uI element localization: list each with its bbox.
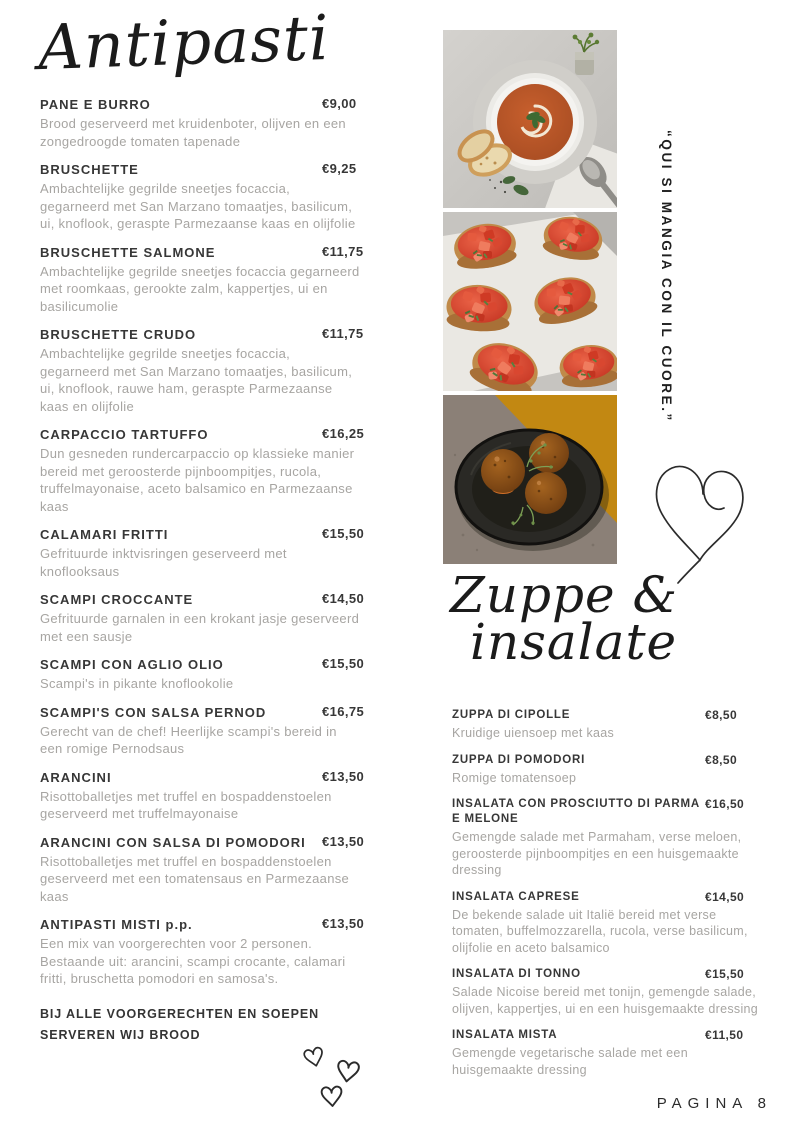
menu-item-arancini-con-salsa: [40, 833, 365, 906]
item-price: €8,50: [705, 708, 738, 722]
item-name: CARPACCIO TARTUFFO: [40, 427, 209, 442]
item-name: INSALATA MISTA: [452, 1029, 558, 1041]
bruschetta-photo: [443, 212, 617, 391]
item-description: Ambachtelijke gegrilde sneetjes focaccia, gegarneerd met San Marzano tomaatjes, basilicum, ui, knoflook, rauwe ham, geraspte Parmezaanse kaas en olijfolie: [40, 346, 353, 414]
item-price: €15,50: [322, 526, 365, 541]
item-name: ANTIPASTI MISTI p.p.: [40, 917, 193, 932]
menu-item-bruschette-salmone: [40, 243, 364, 316]
menu-item-insalata-caprese: [452, 890, 772, 957]
item-name: SCAMPI'S CON SALSA PERNOD: [40, 704, 267, 720]
item-name: ZUPPA DI CIPOLLE: [452, 709, 571, 721]
item-description: Gefrituurde inktvisringen geserveerd met knoflooksaus: [40, 546, 287, 579]
menu-item-insalata-mista: [452, 1028, 772, 1078]
item-name: INSALATA CAPRESE: [452, 890, 580, 903]
antipasti-list: [40, 96, 365, 1046]
menu-item-bruschette-crudo: [40, 326, 364, 415]
menu-item-zuppa-di-pomodori: [452, 753, 772, 787]
item-name: BRUSCHETTE: [40, 162, 139, 177]
item-description: Gemengde salade met Parmaham, verse meloen, geroosterde pijnboompitjes en een huisgemaakte dressing: [452, 830, 742, 877]
antipasti-heading: Antipasti: [36, 0, 331, 85]
item-price: €15,50: [705, 967, 745, 981]
item-name: BRUSCHETTE SALMONE: [40, 244, 216, 260]
item-price: €11,50: [705, 1028, 744, 1042]
item-description: Brood geserveerd met kruidenboter, olijven en een zongedroogde tomaten tapenade: [40, 116, 346, 149]
menu-item-pane-e-burro: [40, 96, 360, 150]
menu-item-arancini: [40, 768, 365, 823]
item-description: Romige tomatensoep: [452, 770, 577, 785]
zuppe-heading-line2: insalate: [470, 613, 678, 671]
item-price: €14,50: [705, 889, 745, 904]
item-name: INSALATA CON PROSCIUTTO DI PARMA E MELONE: [452, 798, 700, 825]
item-description: Kruidige uiensoep met kaas: [452, 726, 615, 740]
item-price: €16,25: [322, 426, 365, 441]
zuppe-heading: [450, 566, 678, 671]
item-price: €13,50: [322, 916, 365, 931]
item-name: INSALATA DI TONNO: [452, 968, 581, 980]
menu-item-zuppa-di-cipolle: [452, 708, 772, 742]
menu-item-insalata-di-tonno: [452, 967, 772, 1017]
item-description: Gefrituurde garnalen in een krokant jasje geserveerd met een sausje: [40, 611, 360, 644]
menu-item-antipasti-misti: [40, 916, 365, 988]
item-name: SCAMPI CROCCANTE: [40, 592, 194, 607]
page-number: PAGINA 8: [656, 1095, 772, 1112]
bread-served-note-line1: BIJ ALLE VOORGERECHTEN EN SOEPEN: [40, 1006, 320, 1021]
item-price: €15,50: [322, 656, 365, 671]
item-price: €8,50: [705, 752, 738, 767]
item-description: Dun gesneden rundercarpaccio op klassieke manier bereid met geroosterde pijnboompitjes, rucola, truffelmayonaise, aceto balsamico en Parmezaanse kaas: [40, 446, 355, 514]
item-description: Salade Nicoise bereid met tonijn, gemengde salade, olijven, kappertjes, ui en een huisgemaakte dressing: [452, 985, 759, 1016]
item-description: Ambachtelijke gegrilde sneetjes focaccia, gegarneerd met San Marzano tomaatjes, basilicum, ui, knoflook, geraspte Parmezaanse kaas en olijfolie: [40, 181, 356, 231]
item-price: €13,50: [322, 768, 365, 784]
item-description: Ambachtelijke gegrilde sneetjes focaccia gegarneerd met roomkaas, gerookte zalm, kappertjes, ui en basilicumolie: [40, 263, 360, 314]
menu-item-insalata-prosciutto-melone: [452, 797, 772, 879]
arancini-photo: [443, 395, 617, 564]
item-name: SCAMPI CON AGLIO OLIO: [40, 657, 224, 672]
menu-item-calamari-fritti: [40, 526, 365, 580]
item-description: Een mix van voorgerechten voor 2 personen. Bestaande uit: arancini, scampi crocante, calamari fritti, bruschetta pomodori en samosa's.: [40, 936, 346, 986]
item-price: €11,75: [322, 243, 364, 259]
item-name: ZUPPA DI POMODORI: [452, 753, 586, 766]
menu-item-scampis-con-salsa-pernod: [40, 703, 365, 758]
item-description: Risottoballetjes met truffel en bospaddenstoelen geserveerd met een tomatensaus en Parmezaanse kaas: [40, 853, 350, 904]
photo-column: [443, 30, 617, 568]
vertical-quote: “QUI SI MANGIA CON IL CUORE.”: [659, 130, 674, 423]
item-description: Gemengde vegetarische salade met een huisgemaakte dressing: [452, 1046, 688, 1077]
item-price: €13,50: [322, 833, 365, 849]
menu-item-scampi-con-aglio-olio: [40, 656, 365, 693]
item-name: ARANCINI: [40, 769, 112, 785]
small-hearts-icon: [293, 1038, 379, 1127]
item-name: BRUSCHETTE CRUDO: [40, 327, 197, 342]
tomato-soup-photo: [443, 30, 617, 208]
item-description: Gerecht van de chef! Heerlijke scampi's bereid in een romige Pernodsaus: [40, 723, 337, 756]
item-price: €9,00: [322, 96, 357, 111]
bread-served-note-line2: SERVEREN WIJ BROOD: [40, 1027, 201, 1042]
item-name: ARANCINI CON SALSA DI POMODORI: [40, 834, 306, 850]
item-price: €11,75: [322, 326, 364, 341]
item-description: Risottoballetjes met truffel en bospaddenstoelen geserveerd met truffelmayonaise: [40, 788, 332, 821]
item-description: Scampi's in pikante knoflookolie: [40, 676, 234, 691]
item-name: PANE E BURRO: [40, 97, 151, 112]
menu-item-scampi-croccante: [40, 591, 365, 645]
item-price: €16,50: [705, 797, 745, 811]
item-name: CALAMARI FRITTI: [40, 527, 169, 542]
zuppe-list: [452, 708, 772, 1089]
item-description: De bekende salade uit Italië bereid met verse tomaten, buffelmozzarella, rucola, verse basilicum, olijfolie en aceto balsamico: [452, 907, 748, 955]
item-price: €16,75: [322, 703, 365, 719]
item-price: €14,50: [322, 591, 365, 606]
menu-item-bruschette: [40, 161, 360, 233]
menu-item-carpaccio-tartuffo: [40, 426, 365, 515]
zuppe-heading-line1: Zuppe &: [450, 566, 678, 624]
item-price: €9,25: [322, 161, 357, 176]
